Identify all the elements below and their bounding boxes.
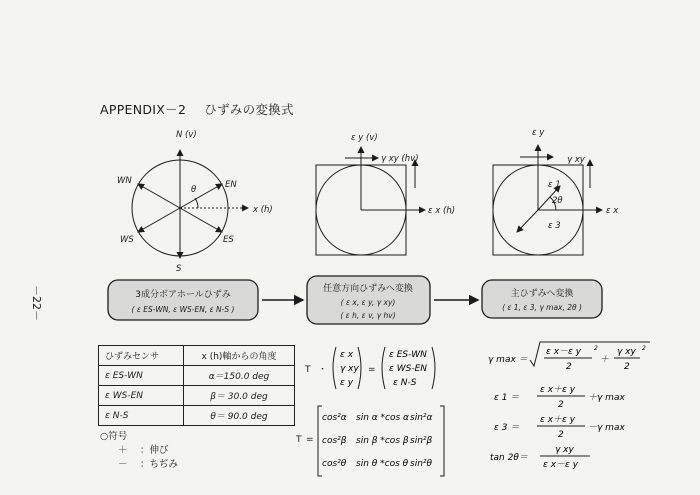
vec1-ex: ε x: [340, 350, 354, 360]
s-label: S: [176, 264, 182, 274]
table-cell-angle: α＝150.0 deg: [184, 366, 295, 386]
table-cell-sensor: ε ES-WN: [99, 366, 184, 386]
matrix-equation-1: [304, 347, 435, 389]
gmax-sq2: 2: [642, 345, 646, 352]
equals-2: =: [306, 435, 314, 445]
equals-1: =: [368, 365, 376, 375]
t-11: cos²α: [322, 413, 347, 423]
table-head-sensor: ひずみセンサ: [99, 346, 184, 366]
table-cell-angle: β＝ 30.0 deg: [184, 386, 295, 406]
table-cell-sensor: ε WS-EN: [99, 386, 184, 406]
e1-den: 2: [558, 400, 564, 410]
t-22: sin β *cos β: [356, 436, 409, 446]
twotheta-label: 2θ: [552, 196, 563, 206]
x-label: x (h): [253, 205, 273, 215]
ey-label: ε y (v): [351, 133, 378, 143]
table-head-angle: x (h)軸からの角度: [184, 346, 295, 366]
theta-arc: [195, 198, 198, 208]
table-row: [99, 406, 295, 426]
tan-den: ε x－ε y: [543, 460, 579, 470]
gmax-plus: ＋: [600, 355, 610, 365]
p-ey-label: ε y: [532, 128, 545, 138]
e3-arrow: [517, 210, 538, 232]
appendix-label: APPENDIX－2: [100, 102, 187, 117]
table-row: [99, 366, 295, 386]
matrix-t: [295, 406, 444, 476]
p-ex-label: ε x: [606, 206, 619, 216]
minus-text: ：ちぢみ: [140, 459, 179, 470]
vec1-gxy: γ xy: [340, 364, 359, 374]
box2-title: 任意方向ひずみへ変換: [323, 284, 413, 294]
box1-title: 3成分ボアホールひずみ: [135, 290, 231, 300]
t-12: sin α *cos α: [356, 413, 409, 423]
en-label: EN: [225, 180, 237, 190]
gmax-num1: ε x－ε y: [546, 347, 582, 357]
table-cell-sensor: ε N-S: [99, 406, 184, 426]
vec2-n-s: ε N-S: [393, 378, 417, 388]
sensor-angle-table: [98, 345, 295, 426]
e3-num: ε x＋ε y: [540, 415, 576, 425]
tan-equation: [490, 445, 590, 470]
box2-line1: ( ε x, ε y, γ xy): [340, 298, 396, 307]
e1-tail: ＋γ max: [588, 393, 625, 403]
t-32: sin θ *cos θ: [356, 459, 409, 469]
e3-equation: [494, 415, 625, 440]
es-label: ES: [223, 235, 234, 245]
flow-box-1: [108, 280, 258, 320]
minus-symbol: －: [118, 459, 128, 470]
vec2-es-wn: ε ES-WN: [389, 350, 427, 360]
sign-legend: [100, 430, 178, 472]
plus-text: ：伸び: [140, 445, 169, 456]
t-13: sin²α: [410, 413, 433, 423]
legend-title: ○符号: [100, 431, 128, 442]
flow-box-3: [482, 280, 602, 318]
ex-label: ε x (h): [428, 206, 456, 216]
plus-symbol: ＋: [118, 445, 128, 456]
t-33: sin²θ: [410, 459, 433, 469]
box2-line2: ( ε h, ε v, γ hv): [340, 311, 396, 320]
e1-label: ε 1: [548, 180, 561, 190]
wn-label: WN: [117, 176, 132, 186]
tan-num: γ xy: [555, 445, 574, 455]
table-row: [99, 386, 295, 406]
gxy-label: γ xy (hv): [381, 154, 419, 164]
gmax-sq1: 2: [594, 345, 598, 352]
dot-symbol: ・: [318, 365, 328, 375]
ws-arrow: [138, 208, 180, 232]
gmax-lhs: γ max ＝: [488, 355, 528, 365]
box3-title: 主ひずみへ変換: [510, 289, 574, 299]
tan-lhs: tan 2θ＝: [490, 453, 528, 463]
gamma-max-equation: [488, 342, 650, 372]
table-header-row: [99, 346, 295, 366]
t-symbol-2: T: [296, 435, 302, 445]
gmax-den2: 2: [624, 362, 630, 372]
page-number: －22－: [30, 285, 43, 321]
table-cell-angle: θ＝ 90.0 deg: [184, 406, 295, 426]
vec2-ws-en: ε WS-EN: [389, 364, 428, 374]
e3-den: 2: [558, 430, 564, 440]
box3-line1: ( ε 1, ε 3, γ max, 2θ ): [502, 303, 582, 312]
e3-label: ε 3: [548, 221, 561, 231]
e1-equation: [494, 385, 625, 410]
t-symbol-1: T: [305, 365, 311, 375]
e3-tail: －γ max: [588, 423, 625, 433]
principal-strain-diagram: [493, 145, 602, 255]
ws-label: WS: [120, 235, 134, 245]
wn-arrow: [138, 184, 180, 208]
en-arrow: [180, 184, 222, 208]
t-21: cos²β: [322, 436, 347, 446]
box1-line1: ( ε ES-WN, ε WS-EN, ε N-S ): [131, 305, 235, 314]
gmax-den1: 2: [566, 362, 572, 372]
legend-minus-row: [100, 458, 178, 472]
e1-num: ε x＋ε y: [540, 385, 576, 395]
legend-plus-row: [100, 444, 178, 458]
gmax-num2: γ xy: [617, 347, 636, 357]
vec1-ey: ε y: [340, 378, 354, 388]
n-label: N (v): [176, 130, 197, 140]
es-arrow: [180, 208, 222, 232]
t-23: sin²β: [410, 436, 433, 446]
p-gxy-label: γ xy: [567, 155, 585, 165]
appendix-subtitle: ひずみの変換式: [204, 102, 294, 117]
e1-lhs: ε 1 ＝: [494, 393, 520, 403]
theta-label: θ: [191, 185, 197, 195]
t-31: cos²θ: [322, 459, 347, 469]
flow-box-2: [307, 276, 430, 324]
e3-lhs: ε 3 ＝: [494, 423, 520, 433]
